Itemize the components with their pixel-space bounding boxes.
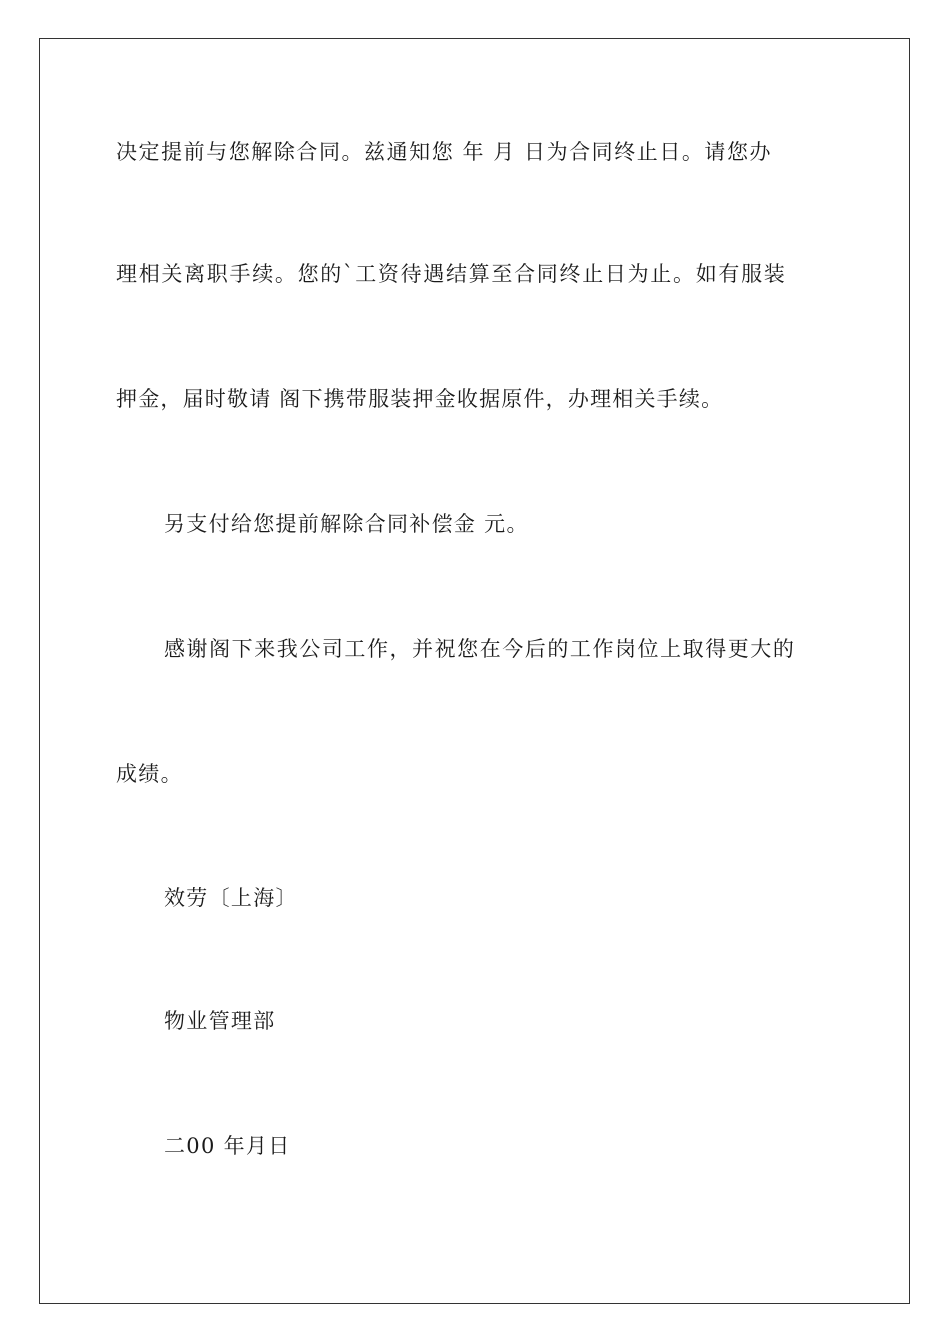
signature-date: 二00 年月日 xyxy=(164,1134,291,1158)
body-line-1: 决定提前与您解除合同。兹通知您 年 月 日为合同终止日。请您办 xyxy=(116,140,773,164)
page-border xyxy=(39,38,910,1304)
compensation-paragraph: 另支付给您提前解除合同补偿金 元。 xyxy=(164,512,529,536)
signature-department: 物业管理部 xyxy=(164,1009,276,1033)
thanks-paragraph-line-2: 成绩。 xyxy=(116,762,183,786)
thanks-paragraph-line-1: 感谢阁下来我公司工作，并祝您在今后的工作岗位上取得更大的 xyxy=(164,637,796,661)
body-line-2: 理相关离职手续。您的`工资待遇结算至合同终止日为止。如有服装 xyxy=(116,262,787,286)
signature-company: 效劳〔上海〕 xyxy=(164,886,298,910)
body-line-3: 押金，届时敬请 阁下携带服装押金收据原件，办理相关手续。 xyxy=(116,387,724,411)
